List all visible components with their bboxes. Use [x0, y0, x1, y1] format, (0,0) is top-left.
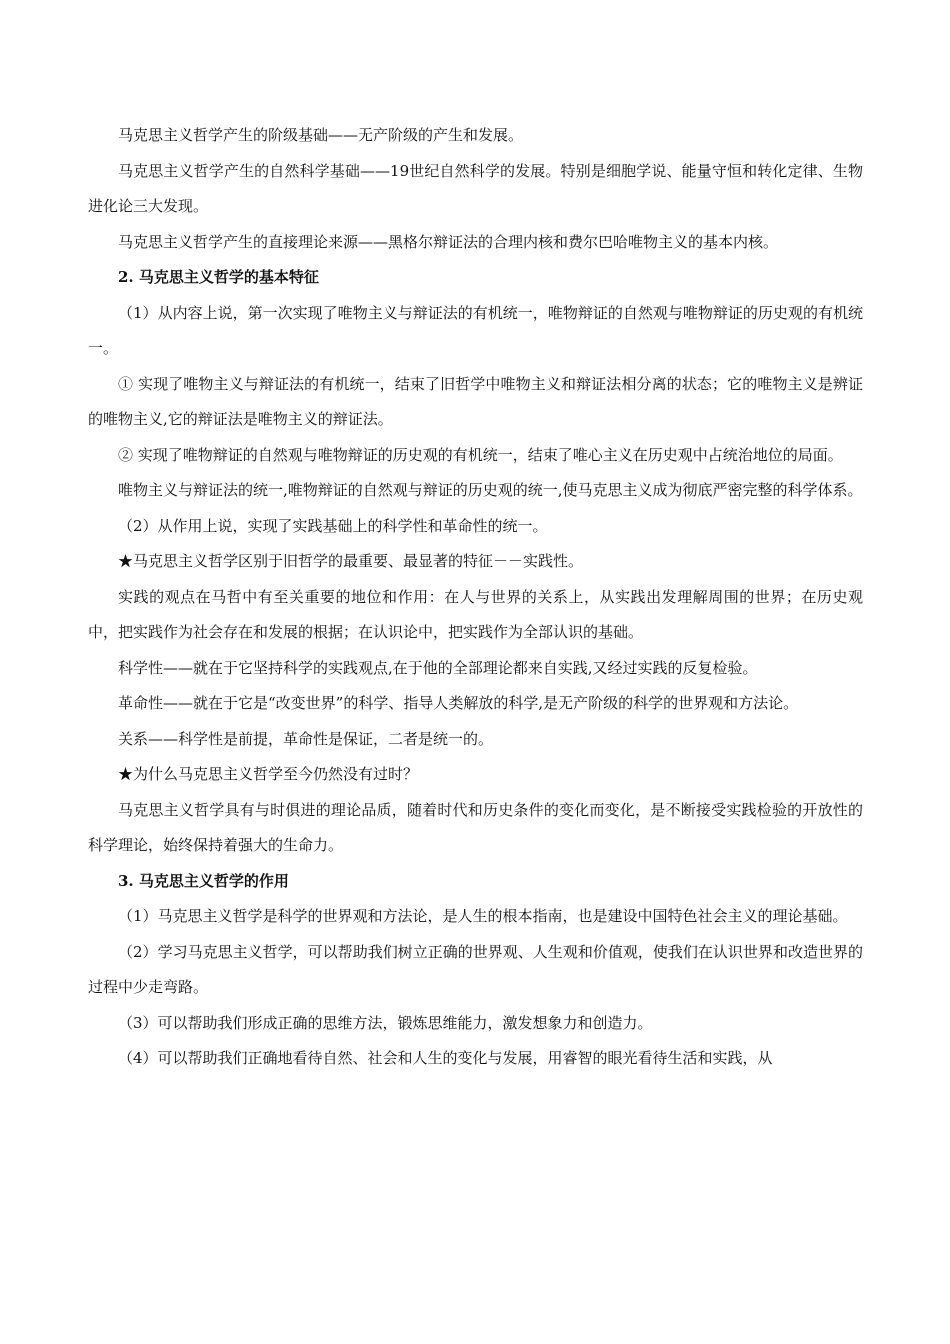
section-heading-features: 2. 马克思主义哲学的基本特征 [118, 268, 319, 286]
paragraph-answer: 马克思主义哲学具有与时俱进的理论品质，随着时代和历史条件的变化而变化，是不断接受实践检验的开放性的科学理论，始终保持着强大的生命力。 [88, 800, 863, 854]
paragraph-role-2: （2）学习马克思主义哲学，可以帮助我们树立正确的世界观、人生观和价值观，使我们在认识世界和改造世界的过程中少走弯路。 [88, 942, 863, 996]
paragraph-role-1: （1）马克思主义哲学是科学的世界观和方法论，是人生的根本指南，也是建设中国特色社会主义的理论基础。 [118, 907, 848, 925]
paragraph-science-basis: 马克思主义哲学产生的自然科学基础——19世纪自然科学的发展。特别是细胞学说、能量守恒和转化定律、生物进化论三大发现。 [88, 161, 863, 215]
paragraph-feature-1a: ① 实现了唯物主义与辩证法的有机统一，结束了旧哲学中唯物主义和辩证法相分离的状态；它的唯物主义是辨证的唯物主义,它的辩证法是唯物主义的辩证法。 [88, 374, 863, 428]
paragraph-scientific: 科学性——就在于它坚持科学的实践观点,在于他的全部理论都来自实践,又经过实践的反复检验。 [118, 658, 758, 677]
paragraph-revolutionary: 革命性——就在于它是“改变世界”的科学、指导人类解放的科学,是无产阶级的科学的世界观和方法论。 [118, 694, 799, 712]
paragraph-unity: 唯物主义与辩证法的统一,唯物辩证的自然观与辩证的历史观的统一,使马克思主义成为彻底严密完整的科学体系。 [118, 481, 863, 499]
paragraph-feature-2: （2）从作用上说，实现了实践基础上的科学性和革命性的统一。 [118, 516, 548, 535]
paragraph-theory-source: 马克思主义哲学产生的直接理论来源——黑格尔辩证法的合理内核和费尔巴哈唯物主义的基本内核。 [118, 232, 779, 251]
paragraph-practice-view: 实践的观点在马哲中有至关重要的地位和作用：在人与世界的关系上，从实践出发理解周围的世界；在历史观中，把实践作为社会存在和发展的根据；在认识论中，把实践作为全部认识的基础。 [88, 587, 863, 641]
paragraph-feature-1: （1）从内容上说，第一次实现了唯物主义与辩证法的有机统一，唯物辩证的自然观与唯物辩证的历史观的有机统一。 [88, 303, 863, 357]
paragraph-star-practice: ★马克思主义哲学区别于旧哲学的最重要、最显著的特征－－实践性。 [118, 552, 584, 570]
paragraph-feature-1b: ② 实现了唯物辩证的自然观与唯物辩证的历史观的有机统一，结束了唯心主义在历史观中占统治地位的局面。 [118, 445, 843, 464]
paragraph-class-basis: 马克思主义哲学产生的阶级基础——无产阶级的产生和发展。 [118, 126, 524, 144]
paragraph-role-3: （3）可以帮助我们形成正确的思维方法，锻炼思维能力，激发想象力和创造力。 [118, 1013, 653, 1032]
paragraph-star-question: ★为什么马克思主义哲学至今仍然没有过时？ [118, 765, 419, 783]
section-heading-role: 3. 马克思主义哲学的作用 [118, 871, 289, 890]
paragraph-relation: 关系——科学性是前提，革命性是保证，二者是统一的。 [118, 729, 494, 748]
paragraph-role-4: （4）可以帮助我们正确地看待自然、社会和人生的变化与发展，用睿智的眼光看待生活和实践，从 [118, 1049, 773, 1067]
document-page [88, 118, 863, 1077]
